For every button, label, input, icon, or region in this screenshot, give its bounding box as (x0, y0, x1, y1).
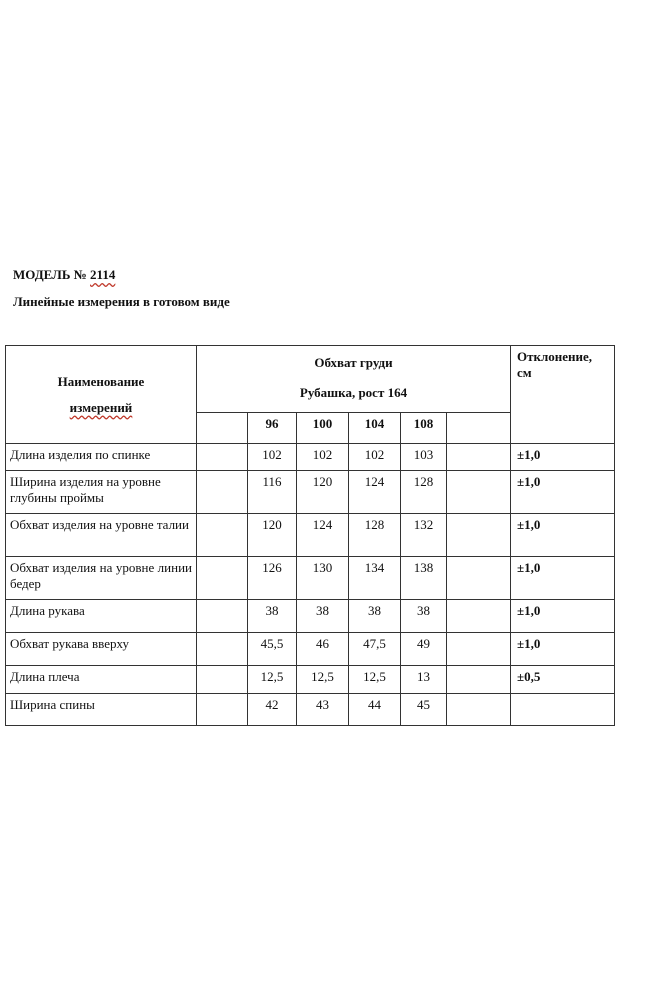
deviation-cell: ±1,0 (511, 514, 615, 557)
deviation-cell: ±1,0 (511, 557, 615, 600)
value-cell: 38 (349, 600, 401, 633)
value-cell: 132 (401, 514, 447, 557)
value-cell: 102 (349, 444, 401, 471)
value-cell: 49 (401, 633, 447, 666)
empty-cell (197, 471, 248, 514)
header-deviation-line2: см (517, 365, 532, 380)
value-cell: 124 (349, 471, 401, 514)
value-cell: 45 (401, 694, 447, 726)
measurement-name: Длина плеча (6, 666, 197, 694)
empty-cell (197, 444, 248, 471)
header-deviation (511, 346, 615, 444)
measurement-name: Обхват рукава вверху (6, 633, 197, 666)
empty-cell (197, 694, 248, 726)
deviation-cell (511, 694, 615, 726)
empty-cell (447, 471, 511, 514)
measurements-table (5, 345, 615, 726)
header-name-line2: измерений (69, 399, 133, 415)
measurement-name: Длина изделия по спинке (6, 444, 197, 471)
deviation-cell: ±1,0 (511, 600, 615, 633)
empty-cell (197, 514, 248, 557)
value-cell: 134 (349, 557, 401, 600)
deviation-cell: ±1,0 (511, 633, 615, 666)
model-number: 2114 (90, 267, 116, 282)
value-cell: 130 (297, 557, 349, 600)
measurement-name: Обхват изделия на уровне линии бедер (6, 557, 197, 600)
header-chest-title: Обхват груди (314, 355, 393, 370)
empty-cell (447, 557, 511, 600)
value-cell: 44 (349, 694, 401, 726)
empty-cell (447, 633, 511, 666)
table-row (6, 600, 615, 633)
value-cell: 45,5 (248, 633, 297, 666)
empty-cell (197, 666, 248, 694)
value-cell: 12,5 (297, 666, 349, 694)
empty-cell (197, 557, 248, 600)
value-cell: 124 (297, 514, 349, 557)
value-cell: 38 (297, 600, 349, 633)
measurement-name: Ширина спины (6, 694, 197, 726)
empty-cell (447, 694, 511, 726)
empty-cell (197, 600, 248, 633)
value-cell: 46 (297, 633, 349, 666)
value-cell: 103 (401, 444, 447, 471)
table-row (6, 471, 615, 514)
value-cell: 128 (349, 514, 401, 557)
model-label: МОДЕЛЬ № (13, 267, 87, 282)
value-cell: 38 (248, 600, 297, 633)
measurement-name: Длина рукава (6, 600, 197, 633)
header-product: Рубашка, рост 164 (299, 385, 408, 400)
table-row (6, 694, 615, 726)
table-row (6, 557, 615, 600)
value-cell: 38 (401, 600, 447, 633)
size-cell: 108 (401, 413, 447, 444)
deviation-cell: ±0,5 (511, 666, 615, 694)
value-cell: 13 (401, 666, 447, 694)
value-cell: 120 (248, 514, 297, 557)
value-cell: 12,5 (349, 666, 401, 694)
header-name-line1: Наименование (57, 373, 145, 389)
value-cell: 47,5 (349, 633, 401, 666)
empty-cell (447, 666, 511, 694)
size-cell: 104 (349, 413, 401, 444)
size-empty-cell (447, 413, 511, 444)
empty-cell (447, 514, 511, 557)
header-measurement-name (6, 346, 197, 444)
header-deviation-line1: Отклонение, (517, 349, 593, 364)
table-row (6, 514, 615, 557)
size-cell: 96 (248, 413, 297, 444)
deviation-cell: ±1,0 (511, 444, 615, 471)
value-cell: 128 (401, 471, 447, 514)
measurement-name: Обхват изделия на уровне талии (6, 514, 197, 557)
value-cell: 42 (248, 694, 297, 726)
empty-cell (447, 600, 511, 633)
value-cell: 138 (401, 557, 447, 600)
value-cell: 120 (297, 471, 349, 514)
value-cell: 102 (297, 444, 349, 471)
value-cell: 12,5 (248, 666, 297, 694)
subtitle: Линейные измерения в готовом виде (13, 294, 230, 309)
value-cell: 116 (248, 471, 297, 514)
table-row (6, 633, 615, 666)
size-empty-cell (197, 413, 248, 444)
value-cell: 126 (248, 557, 297, 600)
value-cell: 43 (297, 694, 349, 726)
size-cell: 100 (297, 413, 349, 444)
empty-cell (197, 633, 248, 666)
model-title (13, 267, 115, 283)
empty-cell (447, 444, 511, 471)
measurement-name: Ширина изделия на уровне глубины проймы (6, 471, 197, 514)
value-cell: 102 (248, 444, 297, 471)
table-row (6, 666, 615, 694)
header-chest (197, 346, 511, 413)
deviation-cell: ±1,0 (511, 471, 615, 514)
table-row (6, 444, 615, 471)
